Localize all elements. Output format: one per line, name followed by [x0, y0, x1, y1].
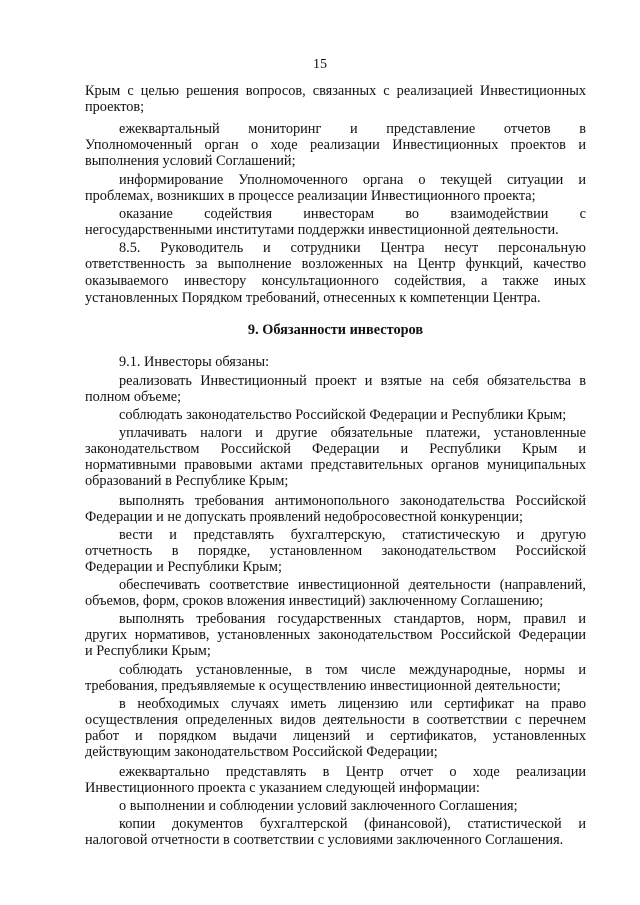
- text-line: работ и порядком выдачи лицензий и сертификатов, установленных: [85, 728, 586, 744]
- text-line: выполнения условий Соглашений;: [85, 153, 296, 169]
- text-line: осуществления определенных видов деятельности в соответствии с перечнем: [85, 712, 586, 728]
- text-line: Инвестиционного проекта с указанием следующей информации:: [85, 780, 480, 796]
- text-line: соблюдать установленные, в том числе международные, нормы и: [119, 662, 586, 678]
- text-line: Федерации и Республики Крым;: [85, 559, 282, 575]
- text-line: образований в Республике Крым;: [85, 473, 289, 489]
- text-line: выполнять требования государственных стандартов, норм, правил и: [119, 611, 586, 627]
- text-line: и Республики Крым;: [85, 643, 211, 659]
- text-line: копии документов бухгалтерской (финансовой), статистической и: [119, 816, 586, 832]
- text-line: оказание содействия инвесторам во взаимодействии с: [119, 206, 586, 222]
- text-line: полном объеме;: [85, 389, 182, 405]
- text-line: информирование Уполномоченного органа о текущей ситуации и: [119, 172, 586, 188]
- text-line: проектов;: [85, 99, 145, 115]
- text-line: негосударственными институтами поддержки инвестиционной деятельности.: [85, 222, 559, 238]
- text-line: уплачивать налоги и другие обязательные платежи, установленные: [119, 425, 586, 441]
- text-line: выполнять требования антимонопольного законодательства Российской: [119, 493, 586, 509]
- text-line: реализовать Инвестиционный проект и взятые на себя обязательства в: [119, 373, 586, 389]
- text-line: обеспечивать соответствие инвестиционной деятельности (направлений,: [119, 577, 586, 593]
- text-line: проблемах, возникших в процессе реализации Инвестиционного проекта;: [85, 188, 536, 204]
- text-line: ежеквартально представлять в Центр отчет о ходе реализации: [119, 764, 586, 780]
- text-line: других нормативов, установленных законодательством Российской Федерации: [85, 627, 586, 643]
- text-line: объемов, форм, сроков вложения инвестиций) заключенному Соглашению;: [85, 593, 544, 609]
- text-line: требования, предъявляемые к осуществлению инвестиционной деятельности;: [85, 678, 561, 694]
- text-line: Крым с целью решения вопросов, связанных с реализацией Инвестиционных: [85, 83, 586, 99]
- text-line: в необходимых случаях иметь лицензию или сертификат на право: [119, 696, 586, 712]
- text-line: Уполномоченный орган о ходе реализации Инвестиционных проектов и: [85, 137, 586, 153]
- text-line: Федерации и не допускать проявлений недобросовестной конкуренции;: [85, 509, 523, 525]
- text-line: 9.1. Инвесторы обязаны:: [119, 354, 270, 370]
- text-line: налоговой отчетности в соответствии с условиями заключенного Соглашения.: [85, 832, 564, 848]
- text-line: нормативными правовыми актами представительных органов муниципальных: [85, 457, 586, 473]
- text-line: действующим законодательством Российской Федерации;: [85, 744, 438, 760]
- text-line: оказываемого инвестору консультационного содействия, а также иных: [85, 273, 586, 289]
- text-line: вести и представлять бухгалтерскую, статистическую и другую: [119, 527, 586, 543]
- section-heading: 9. Обязанности инвесторов: [247, 322, 424, 338]
- text-line: законодательством Российской Федерации и Республики Крым и: [85, 441, 586, 457]
- text-line: отчетность в порядке, установленном законодательством Российской: [85, 543, 586, 559]
- text-line: соблюдать законодательство Российской Федерации и Республики Крым;: [119, 407, 567, 423]
- text-line: ежеквартальный мониторинг и представление отчетов в: [119, 121, 586, 137]
- text-line: ответственность за выполнение возложенных на Центр функций, качество: [85, 256, 586, 272]
- text-line: установленных Порядком требований, отнесенных к компетенции Центра.: [85, 290, 541, 306]
- text-line: о выполнении и соблюдении условий заключенного Соглашения;: [119, 798, 518, 814]
- text-line: 8.5. Руководитель и сотрудники Центра несут персональную: [119, 240, 586, 256]
- page-number: 15: [313, 57, 327, 72]
